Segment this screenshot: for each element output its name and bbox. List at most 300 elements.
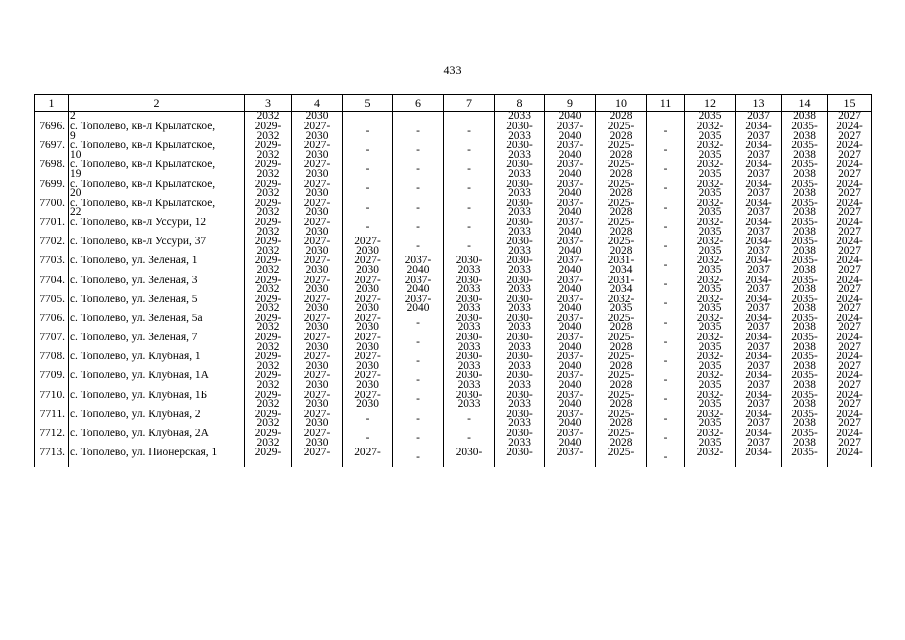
column-header-11: 11	[647, 95, 685, 112]
cell-col-13: 2034- 2037	[736, 371, 782, 390]
cell-col-14: 2035- 2038	[782, 122, 828, 141]
cell-col-6: -	[393, 448, 444, 467]
cell-col-11: -	[647, 352, 685, 371]
cell-col-10: 2025- 2028	[596, 237, 647, 256]
cell-col-15: 2024- 2027	[828, 122, 872, 141]
table-row	[35, 199, 872, 218]
cell-col-5: -	[343, 160, 393, 179]
cell-col-3: 2029- 2032	[245, 122, 292, 141]
address-cell: с. Тополево, кв-л Крылатское, 19	[69, 160, 245, 179]
cell-col-11: -	[647, 141, 685, 160]
address-cell: с. Тополево, ул. Клубная, 2	[69, 410, 245, 429]
cell-col-6: -	[393, 122, 444, 141]
column-header-13: 13	[736, 95, 782, 112]
row-number: 7704.	[35, 276, 69, 295]
cell-col-10: 2025- 2028	[596, 218, 647, 237]
cell-col-4: 2027- 2030	[292, 371, 343, 390]
address-cell: с. Тополево, ул. Клубная, 1Б	[69, 391, 245, 410]
cell-col-13: 2034- 2037	[736, 276, 782, 295]
cell-col-7: -	[444, 180, 495, 199]
cell-col-3: 2029- 2032	[245, 314, 292, 333]
row-number: 7703.	[35, 256, 69, 275]
cell-col-8: 2030- 2033	[495, 352, 545, 371]
cell-col-10: 2025- 2028	[596, 180, 647, 199]
cell-col-15: 2024- 2027	[828, 218, 872, 237]
row-number: 7713.	[35, 448, 69, 467]
cell-col-10: 2025- 2028	[596, 333, 647, 352]
row-number: 7706.	[35, 314, 69, 333]
cell-col-15: 2024- 2027	[828, 314, 872, 333]
cell-col-13: 2034- 2037	[736, 429, 782, 448]
row-number: 7699.	[35, 180, 69, 199]
cell-col-3: 2032	[245, 112, 292, 123]
cell-col-3: 2029- 2032	[245, 333, 292, 352]
cell-col-10: 2025- 2028	[596, 391, 647, 410]
cell-col-4: 2027-	[292, 448, 343, 467]
row-number: 7705.	[35, 295, 69, 314]
cell-col-14: 2035- 2038	[782, 237, 828, 256]
cell-col-4: 2027- 2030	[292, 218, 343, 237]
cell-col-7: 2030- 2033	[444, 256, 495, 275]
cell-col-7: 2030- 2033	[444, 333, 495, 352]
cell-col-10: 2025- 2028	[596, 429, 647, 448]
cell-col-4: 2027- 2030	[292, 429, 343, 448]
page-number: 433	[443, 63, 462, 77]
cell-col-14: 2035- 2038	[782, 180, 828, 199]
cell-col-13: 2034- 2037	[736, 160, 782, 179]
cell-col-4: 2027- 2030	[292, 122, 343, 141]
row-number: 7710.	[35, 391, 69, 410]
cell-col-15: 2024- 2027	[828, 276, 872, 295]
cell-col-13: 2034- 2037	[736, 295, 782, 314]
cell-col-12: 2032- 2035	[685, 333, 736, 352]
cell-col-8: 2030- 2033	[495, 429, 545, 448]
address-cell: с. Тополево, ул. Зеленая, 5а	[69, 314, 245, 333]
cell-col-10: 2025- 2028	[596, 371, 647, 390]
cell-col-10: 2025- 2028	[596, 160, 647, 179]
table-row	[35, 160, 872, 179]
cell-col-15: 2024- 2027	[828, 256, 872, 275]
cell-col-15: 2024- 2027	[828, 199, 872, 218]
cell-col-12: 2032- 2035	[685, 122, 736, 141]
cell-col-14: 2035- 2038	[782, 199, 828, 218]
cell-col-14: 2035- 2038	[782, 429, 828, 448]
cell-col-11: -	[647, 391, 685, 410]
cell-col-12: 2032- 2035	[685, 410, 736, 429]
cell-col-12: 2032- 2035	[685, 276, 736, 295]
cell-col-7: -	[444, 429, 495, 448]
cell-col-9: 2037- 2040	[545, 410, 596, 429]
table-row	[35, 410, 872, 429]
cell-col-12: 2032- 2035	[685, 295, 736, 314]
cell-col-12: 2032- 2035	[685, 218, 736, 237]
cell-col-11: -	[647, 276, 685, 295]
table-row	[35, 371, 872, 390]
cell-col-7: 2030-	[444, 448, 495, 467]
cell-col-13: 2034- 2037	[736, 314, 782, 333]
address-cell: с. Тополево, ул. Зеленая, 5	[69, 295, 245, 314]
cell-col-9: 2037- 2040	[545, 199, 596, 218]
cell-col-8: 2030- 2033	[495, 256, 545, 275]
cell-col-14: 2035- 2038	[782, 141, 828, 160]
cell-col-5: -	[343, 141, 393, 160]
cell-col-12: 2032- 2035	[685, 352, 736, 371]
cell-col-7: -	[444, 141, 495, 160]
cell-col-4: 2027- 2030	[292, 160, 343, 179]
cell-col-8: 2030-	[495, 448, 545, 467]
cell-col-15: 2027	[828, 112, 872, 123]
cell-col-8: 2030- 2033	[495, 276, 545, 295]
cell-col-4: 2030	[292, 112, 343, 123]
table-row	[35, 391, 872, 410]
cell-col-15: 2024-	[828, 448, 872, 467]
cell-col-14: 2035- 2038	[782, 352, 828, 371]
cell-col-11: -	[647, 429, 685, 448]
cell-col-11: -	[647, 333, 685, 352]
cell-col-12: 2032- 2035	[685, 180, 736, 199]
cell-col-6: -	[393, 333, 444, 352]
cell-col-6: -	[393, 352, 444, 371]
address-cell: с. Тополево, ул. Зеленая, 7	[69, 333, 245, 352]
cell-col-13: 2034- 2037	[736, 410, 782, 429]
cell-col-7	[444, 112, 495, 123]
cell-col-2: 2	[69, 112, 245, 123]
cell-col-6: -	[393, 391, 444, 410]
cell-col-3: 2029- 2032	[245, 276, 292, 295]
cell-col-14: 2035- 2038	[782, 218, 828, 237]
cell-col-14: 2035- 2038	[782, 276, 828, 295]
cell-col-1	[35, 112, 69, 123]
cell-col-3: 2029- 2032	[245, 256, 292, 275]
cell-col-6: -	[393, 314, 444, 333]
cell-col-8: 2030- 2033	[495, 199, 545, 218]
cell-col-7: -	[444, 237, 495, 256]
cell-col-14: 2035- 2038	[782, 295, 828, 314]
column-header-2: 2	[69, 95, 245, 112]
cell-col-3: 2029- 2032	[245, 180, 292, 199]
table-row	[35, 448, 872, 467]
cell-col-13: 2034- 2037	[736, 141, 782, 160]
cell-col-8: 2030- 2033	[495, 218, 545, 237]
cell-col-4: 2027- 2030	[292, 314, 343, 333]
cell-col-12: 2032- 2035	[685, 256, 736, 275]
cell-col-15: 2024- 2027	[828, 371, 872, 390]
cell-col-6: -	[393, 410, 444, 429]
table-row	[35, 333, 872, 352]
cell-col-3: 2029- 2032	[245, 352, 292, 371]
cell-col-8: 2030- 2033	[495, 333, 545, 352]
cell-col-4: 2027- 2030	[292, 256, 343, 275]
cell-col-4: 2027- 2030	[292, 333, 343, 352]
cell-col-8: 2030- 2033	[495, 410, 545, 429]
cell-col-11: -	[647, 218, 685, 237]
row-number: 7701.	[35, 218, 69, 237]
cell-col-9: 2037- 2040	[545, 295, 596, 314]
cell-col-3: 2029- 2032	[245, 295, 292, 314]
cell-col-3: 2029- 2032	[245, 391, 292, 410]
cell-col-9: 2037- 2040	[545, 352, 596, 371]
cell-col-7: 2030- 2033	[444, 352, 495, 371]
cell-col-9: 2037- 2040	[545, 218, 596, 237]
cell-col-5: -	[343, 122, 393, 141]
cell-col-5: -	[343, 429, 393, 448]
cell-col-8: 2030- 2033	[495, 237, 545, 256]
cell-col-7: 2030- 2033	[444, 314, 495, 333]
cell-col-14: 2035- 2038	[782, 314, 828, 333]
row-number: 7707.	[35, 333, 69, 352]
cell-col-6: 2037- 2040	[393, 256, 444, 275]
address-cell: с. Тополево, кв-л Уссури, 12	[69, 218, 245, 237]
row-number: 7697.	[35, 141, 69, 160]
cell-col-4: 2027- 2030	[292, 237, 343, 256]
cell-col-9: 2037- 2040	[545, 276, 596, 295]
cell-col-15: 2024- 2027	[828, 333, 872, 352]
column-header-12: 12	[685, 95, 736, 112]
column-header-3: 3	[245, 95, 292, 112]
cell-col-11: -	[647, 256, 685, 275]
address-cell: с. Тополево, ул. Пионерская, 1	[69, 448, 245, 467]
cell-col-11: -	[647, 314, 685, 333]
cell-col-12: 2032- 2035	[685, 391, 736, 410]
table-row	[35, 141, 872, 160]
cell-col-15: 2024- 2027	[828, 295, 872, 314]
cell-col-5: -	[343, 199, 393, 218]
cell-col-7: -	[444, 218, 495, 237]
cell-col-13: 2034- 2037	[736, 352, 782, 371]
cell-col-4: 2027- 2030	[292, 295, 343, 314]
cell-col-6: 2037- 2040	[393, 276, 444, 295]
cell-col-13: 2034-	[736, 448, 782, 467]
cell-col-15: 2024- 2027	[828, 237, 872, 256]
cell-col-9: 2037- 2040	[545, 237, 596, 256]
cell-col-5: 2027- 2030	[343, 295, 393, 314]
cell-col-10: 2025- 2028	[596, 352, 647, 371]
cell-col-5: -	[343, 410, 393, 429]
cell-col-14: 2035- 2038	[782, 391, 828, 410]
cell-col-4: 2027- 2030	[292, 352, 343, 371]
address-cell: с. Тополево, кв-л Крылатское, 9	[69, 122, 245, 141]
table-row	[35, 218, 872, 237]
cell-col-5: 2027- 2030	[343, 391, 393, 410]
cell-col-3: 2029- 2032	[245, 429, 292, 448]
cell-col-11: -	[647, 180, 685, 199]
cell-col-6: -	[393, 160, 444, 179]
row-number: 7711.	[35, 410, 69, 429]
address-cell: с. Тополево, ул. Клубная, 2А	[69, 429, 245, 448]
cell-col-15: 2024- 2027	[828, 352, 872, 371]
data-table	[34, 94, 872, 467]
cell-col-15: 2024- 2027	[828, 391, 872, 410]
cell-col-13: 2037	[736, 112, 782, 123]
address-cell: с. Тополево, кв-л Уссури, 37	[69, 237, 245, 256]
column-header-14: 14	[782, 95, 828, 112]
cell-col-8: 2030- 2033	[495, 160, 545, 179]
cell-col-4: 2027- 2030	[292, 410, 343, 429]
cell-col-6: -	[393, 199, 444, 218]
cell-col-9: 2037-	[545, 448, 596, 467]
cell-col-12: 2032- 2035	[685, 237, 736, 256]
row-number: 7702.	[35, 237, 69, 256]
cell-col-7: 2030- 2033	[444, 295, 495, 314]
cell-col-11: -	[647, 410, 685, 429]
cell-col-9: 2037- 2040	[545, 160, 596, 179]
column-header-9: 9	[545, 95, 596, 112]
cell-col-3: 2029- 2032	[245, 199, 292, 218]
cell-col-5: 2027- 2030	[343, 352, 393, 371]
address-cell: с. Тополево, кв-л Крылатское, 20	[69, 180, 245, 199]
cell-col-11: -	[647, 448, 685, 467]
cell-col-12: 2032- 2035	[685, 160, 736, 179]
cell-col-9: 2037- 2040	[545, 429, 596, 448]
cell-col-12: 2035	[685, 112, 736, 123]
cell-col-7: 2030- 2033	[444, 276, 495, 295]
cell-col-7: -	[444, 122, 495, 141]
cell-col-6: 2037- 2040	[393, 295, 444, 314]
cell-col-14: 2035- 2038	[782, 371, 828, 390]
cell-col-8: 2033	[495, 112, 545, 123]
cell-col-3: 2029- 2032	[245, 218, 292, 237]
cell-col-13: 2034- 2037	[736, 333, 782, 352]
cell-col-8: 2030- 2033	[495, 295, 545, 314]
column-header-6: 6	[393, 95, 444, 112]
cell-col-9: 2037- 2040	[545, 333, 596, 352]
cell-col-5: 2027-	[343, 448, 393, 467]
cell-col-11: -	[647, 160, 685, 179]
row-number: 7712.	[35, 429, 69, 448]
row-number: 7709.	[35, 371, 69, 390]
cell-col-8: 2030- 2033	[495, 122, 545, 141]
cell-col-15: 2024- 2027	[828, 180, 872, 199]
cell-col-13: 2034- 2037	[736, 122, 782, 141]
table-row-continuation	[35, 112, 872, 123]
column-header-8: 8	[495, 95, 545, 112]
cell-col-5: -	[343, 218, 393, 237]
cell-col-6: -	[393, 180, 444, 199]
cell-col-13: 2034- 2037	[736, 199, 782, 218]
cell-col-5: 2027- 2030	[343, 256, 393, 275]
cell-col-10: 2031- 2034	[596, 276, 647, 295]
cell-col-11: -	[647, 371, 685, 390]
cell-col-14: 2035-	[782, 448, 828, 467]
row-number: 7700.	[35, 199, 69, 218]
cell-col-14: 2038	[782, 112, 828, 123]
cell-col-12: 2032- 2035	[685, 141, 736, 160]
cell-col-15: 2024- 2027	[828, 141, 872, 160]
cell-col-13: 2034- 2037	[736, 237, 782, 256]
column-header-10: 10	[596, 95, 647, 112]
cell-col-5: 2027- 2030	[343, 314, 393, 333]
cell-col-10: 2025- 2028	[596, 199, 647, 218]
cell-col-4: 2027- 2030	[292, 199, 343, 218]
cell-col-14: 2035- 2038	[782, 160, 828, 179]
cell-col-6: -	[393, 237, 444, 256]
cell-col-7: 2030- 2033	[444, 391, 495, 410]
cell-col-3: 2029- 2032	[245, 410, 292, 429]
cell-col-9: 2037- 2040	[545, 141, 596, 160]
cell-col-12: 2032- 2035	[685, 314, 736, 333]
address-cell: с. Тополево, ул. Зеленая, 3	[69, 276, 245, 295]
cell-col-3: 2029- 2032	[245, 160, 292, 179]
cell-col-14: 2035- 2038	[782, 256, 828, 275]
cell-col-5: 2027- 2030	[343, 333, 393, 352]
cell-col-4: 2027- 2030	[292, 391, 343, 410]
column-header-15: 15	[828, 95, 872, 112]
cell-col-7: -	[444, 410, 495, 429]
cell-col-15: 2024- 2027	[828, 160, 872, 179]
cell-col-10: 2031- 2034	[596, 256, 647, 275]
cell-col-10: 2025- 2028	[596, 410, 647, 429]
cell-col-6: -	[393, 429, 444, 448]
cell-col-6: -	[393, 218, 444, 237]
table-row	[35, 237, 872, 256]
table-row	[35, 122, 872, 141]
cell-col-12: 2032- 2035	[685, 371, 736, 390]
cell-col-13: 2034- 2037	[736, 180, 782, 199]
cell-col-8: 2030- 2033	[495, 141, 545, 160]
cell-col-3: 2029- 2032	[245, 371, 292, 390]
row-number: 7708.	[35, 352, 69, 371]
cell-col-13: 2034- 2037	[736, 391, 782, 410]
column-header-7: 7	[444, 95, 495, 112]
cell-col-8: 2030- 2033	[495, 371, 545, 390]
table-row	[35, 352, 872, 371]
cell-col-11: -	[647, 237, 685, 256]
cell-col-5: 2027- 2030	[343, 371, 393, 390]
cell-col-9: 2037- 2040	[545, 256, 596, 275]
cell-col-10: 2025- 2028	[596, 314, 647, 333]
cell-col-8: 2030- 2033	[495, 180, 545, 199]
cell-col-10: 2025- 2028	[596, 141, 647, 160]
cell-col-6: -	[393, 371, 444, 390]
address-cell: с. Тополево, кв-л Крылатское, 22	[69, 199, 245, 218]
column-header-4: 4	[292, 95, 343, 112]
table-header-row	[35, 95, 872, 112]
address-cell: с. Тополево, ул. Зеленая, 1	[69, 256, 245, 275]
cell-col-13: 2034- 2037	[736, 256, 782, 275]
cell-col-11: -	[647, 295, 685, 314]
address-cell: с. Тополево, ул. Клубная, 1	[69, 352, 245, 371]
cell-col-9: 2037- 2040	[545, 122, 596, 141]
table-row	[35, 256, 872, 275]
cell-col-12: 2032- 2035	[685, 199, 736, 218]
cell-col-9: 2040	[545, 112, 596, 123]
cell-col-5: 2027- 2030	[343, 237, 393, 256]
address-cell: с. Тополево, ул. Клубная, 1А	[69, 371, 245, 390]
cell-col-9: 2037- 2040	[545, 371, 596, 390]
cell-col-8: 2030- 2033	[495, 314, 545, 333]
table-row	[35, 180, 872, 199]
cell-col-10: 2028	[596, 112, 647, 123]
cell-col-11: -	[647, 122, 685, 141]
cell-col-12: 2032- 2035	[685, 429, 736, 448]
table-row	[35, 276, 872, 295]
cell-col-3: 2029- 2032	[245, 237, 292, 256]
cell-col-11: -	[647, 199, 685, 218]
cell-col-9: 2037- 2040	[545, 391, 596, 410]
cell-col-15: 2024- 2027	[828, 429, 872, 448]
row-number: 7696.	[35, 122, 69, 141]
cell-col-12: 2032-	[685, 448, 736, 467]
cell-col-4: 2027- 2030	[292, 141, 343, 160]
cell-col-7: 2030- 2033	[444, 371, 495, 390]
table-row	[35, 314, 872, 333]
column-header-1: 1	[35, 95, 69, 112]
cell-col-5: -	[343, 180, 393, 199]
cell-col-3: 2029- 2032	[245, 141, 292, 160]
cell-col-7: -	[444, 160, 495, 179]
cell-col-5	[343, 112, 393, 123]
cell-col-14: 2035- 2038	[782, 333, 828, 352]
